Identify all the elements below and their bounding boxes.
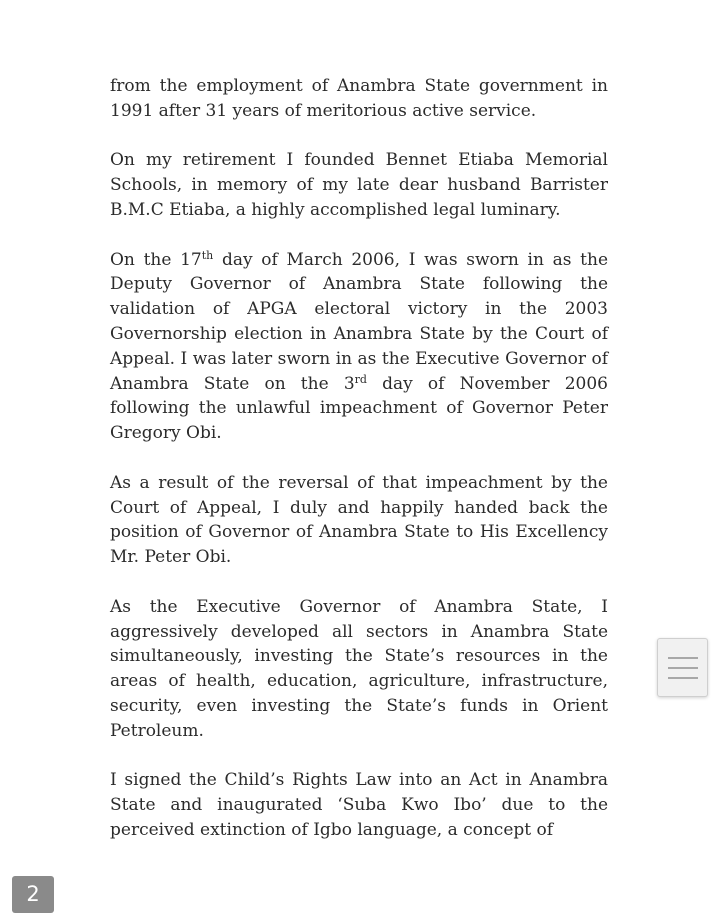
paragraph-3-part-b: day of March 2006, I was sworn in as the Deputy Governor of Anambra State following the validation of APGA electoral victory in the 2003 Governorship election in Anambra State by the Court of Appeal. I was later sworn in as the Executive Governor of Anambra State on the 3	[110, 249, 609, 394]
document-body	[110, 74, 608, 868]
paragraph-3-part-a: On the 17	[110, 249, 202, 270]
paragraph-5: As the Executive Governor of Anambra State, I aggressively developed all sectors in Anambra State simultaneously, investing the State’s resources in the areas of health, education, agriculture, infrastructure, security, even investing the State’s funds in Orient Petroleum.	[110, 596, 608, 741]
paragraph-6: I signed the Child’s Rights Law into an Act in Anambra State and inaugurated ‘Suba Kwo Ibo’ due to the perceived extinction of Igbo language, a concept of	[110, 770, 608, 840]
ordinal-superscript: rd	[354, 372, 367, 386]
paragraph-1: from the employment of Anambra State government in 1991 after 31 years of meritorious active service.	[110, 76, 608, 121]
page-number-badge: 2	[12, 876, 54, 913]
paragraph-4: As a result of the reversal of that impeachment by the Court of Appeal, I duly and happily handed back the position of Governor of Anambra State to His Excellency Mr. Peter Obi.	[110, 472, 608, 568]
menu-button[interactable]	[657, 638, 708, 697]
paragraph-2: On my retirement I founded Bennet Etiaba Memorial Schools, in memory of my late dear husband Barrister B.M.C Etiaba, a highly accomplished legal luminary.	[110, 150, 608, 220]
paragraph-3-part-c: day of November 2006 following the unlawful impeachment of Governor Peter Gregory Obi.	[110, 373, 608, 444]
paragraph-3	[110, 248, 608, 446]
hamburger-menu-icon	[668, 656, 698, 680]
ordinal-superscript: th	[201, 248, 214, 262]
